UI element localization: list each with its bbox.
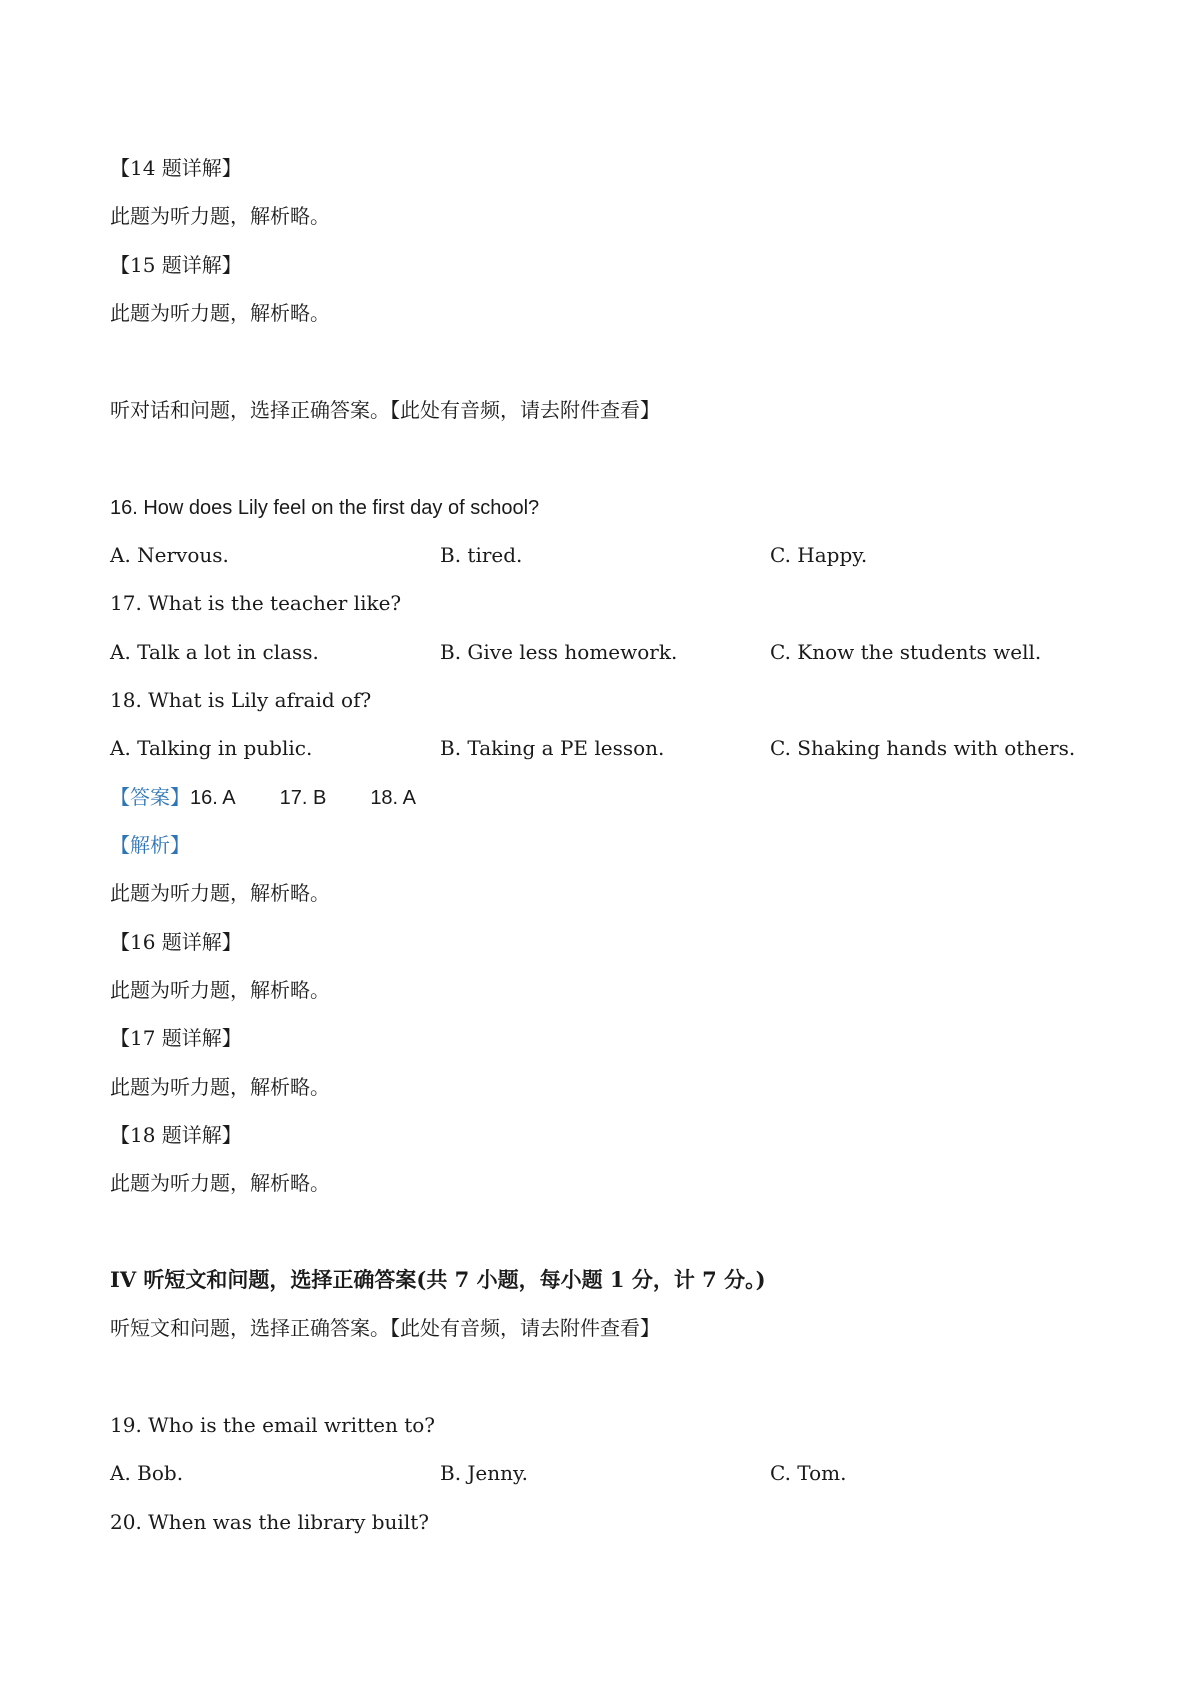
question-16-stem-text: 16. How does Lily feel on the first day of school?: [110, 497, 540, 519]
question-19-option-a: A. Bob.: [110, 1461, 184, 1485]
answer-17: 17. B: [279, 787, 327, 809]
section4-heading: IV 听短文和问题，选择正确答案(共 7 小题，每小题 1 分，计 7 分。): [110, 1267, 766, 1292]
q18-detail-title: 【18 题详解】: [110, 1123, 242, 1147]
section4-instruction: 听短文和问题，选择正确答案。【此处有音频，请去附件查看】: [110, 1316, 660, 1340]
question-16-stem: [110, 493, 539, 522]
answer-line: [110, 783, 416, 812]
q16-detail-text: 此题为听力题，解析略。: [110, 978, 330, 1002]
question-18-option-a: A. Talking in public.: [110, 736, 313, 760]
answer-label: 【答案】: [110, 785, 190, 809]
answer-18: 18. A: [370, 787, 416, 809]
question-18-option-b: B. Taking a PE lesson.: [440, 736, 665, 760]
q15-detail-title: 【15 题详解】: [110, 253, 242, 277]
question-17-option-b: B. Give less homework.: [440, 640, 678, 664]
analysis-text: 此题为听力题，解析略。: [110, 881, 330, 905]
question-19-option-c: C. Tom.: [770, 1461, 847, 1485]
q17-detail-title: 【17 题详解】: [110, 1026, 242, 1050]
section3-instruction: 听对话和问题，选择正确答案。【此处有音频，请去附件查看】: [110, 398, 660, 422]
q15-detail-text: 此题为听力题，解析略。: [110, 301, 330, 325]
question-18-stem: 18. What is Lily afraid of?: [110, 688, 372, 712]
question-18-option-c: C. Shaking hands with others.: [770, 736, 1076, 760]
question-17-option-c: C. Know the students well.: [770, 640, 1042, 664]
q16-detail-title: 【16 题详解】: [110, 930, 242, 954]
q18-detail-text: 此题为听力题，解析略。: [110, 1171, 330, 1195]
question-20-stem: 20. When was the library built?: [110, 1510, 429, 1534]
answer-16: 16. A: [190, 787, 236, 809]
q14-detail-title: 【14 题详解】: [110, 156, 242, 180]
question-16-option-a: A. Nervous.: [110, 543, 229, 567]
analysis-label: 【解析】: [110, 833, 190, 857]
q17-detail-text: 此题为听力题，解析略。: [110, 1075, 330, 1099]
question-19-stem: 19. Who is the email written to?: [110, 1413, 436, 1437]
question-19-option-b: B. Jenny.: [440, 1461, 529, 1485]
question-17-stem: 17. What is the teacher like?: [110, 591, 402, 615]
q14-detail-text: 此题为听力题，解析略。: [110, 204, 330, 228]
question-16-option-c: C. Happy.: [770, 543, 868, 567]
question-17-option-a: A. Talk a lot in class.: [110, 640, 319, 664]
question-16-option-b: B. tired.: [440, 543, 523, 567]
